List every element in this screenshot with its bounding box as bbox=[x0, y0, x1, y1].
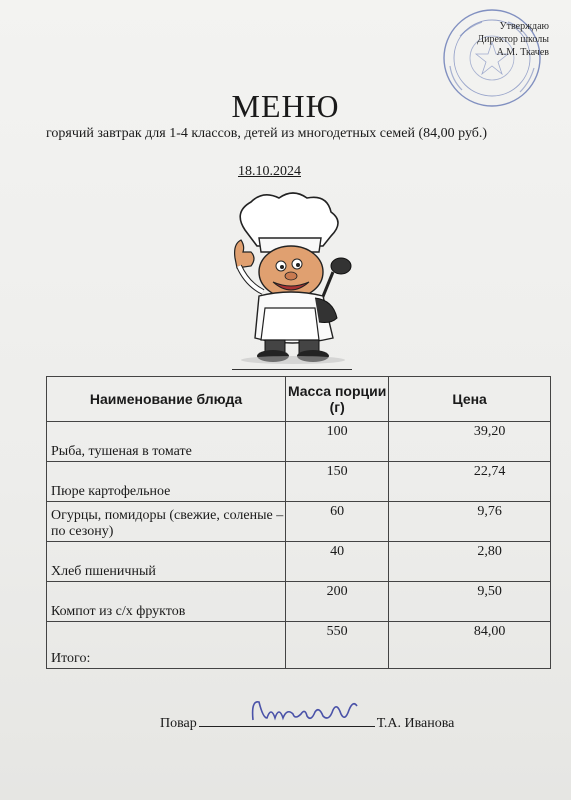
table-row bbox=[47, 462, 551, 502]
signature-underline bbox=[199, 725, 375, 727]
table-row bbox=[47, 422, 551, 462]
table-header-row bbox=[47, 377, 551, 422]
cook-name: Т.А. Иванова bbox=[376, 716, 455, 731]
dish-name: Хлеб пшеничный bbox=[47, 542, 286, 582]
dish-name: Пюре картофельное bbox=[47, 462, 286, 502]
total-price: 84,00 bbox=[389, 622, 551, 669]
total-mass: 550 bbox=[286, 622, 389, 669]
dish-mass: 40 bbox=[286, 542, 389, 582]
dish-mass: 150 bbox=[286, 462, 389, 502]
table-row bbox=[47, 502, 551, 542]
dish-mass: 100 bbox=[286, 422, 389, 462]
dish-mass: 200 bbox=[286, 582, 389, 622]
divider-line bbox=[232, 369, 352, 370]
dish-mass: 60 bbox=[286, 502, 389, 542]
menu-subtitle: горячий завтрак для 1-4 классов, детей из многодетных семей (84,00 руб.) bbox=[46, 126, 488, 141]
cook-signature-line bbox=[160, 716, 454, 732]
approval-line-1: Утверждаю bbox=[499, 21, 549, 32]
dish-price: 9,76 bbox=[389, 502, 551, 542]
header-dish-name: Наименование блюда bbox=[47, 377, 286, 422]
dish-price: 22,74 bbox=[389, 462, 551, 502]
menu-title: МЕНЮ bbox=[231, 88, 340, 124]
dish-name: Компот из с/х фруктов bbox=[47, 582, 286, 622]
approval-line-2: Директор школы bbox=[477, 34, 549, 45]
table-row bbox=[47, 582, 551, 622]
header-portion-mass: Масса порции (г) bbox=[286, 377, 389, 422]
dish-name: Огурцы, помидоры (свежие, соленые – по сезону) bbox=[47, 502, 286, 542]
table-total-row bbox=[47, 622, 551, 669]
cook-label: Повар bbox=[160, 716, 197, 731]
menu-date: 18.10.2024 bbox=[238, 164, 301, 179]
chef-illustration bbox=[215, 188, 355, 364]
approval-line-3: А.М. Ткачев bbox=[496, 47, 549, 58]
dish-price: 2,80 bbox=[389, 542, 551, 582]
table-row bbox=[47, 542, 551, 582]
total-label: Итого: bbox=[47, 622, 286, 669]
dish-price: 9,50 bbox=[389, 582, 551, 622]
approval-block bbox=[477, 20, 549, 59]
menu-table bbox=[46, 376, 551, 669]
header-price: Цена bbox=[389, 377, 551, 422]
dish-name: Рыба, тушеная в томате bbox=[47, 422, 286, 462]
dish-price: 39,20 bbox=[389, 422, 551, 462]
